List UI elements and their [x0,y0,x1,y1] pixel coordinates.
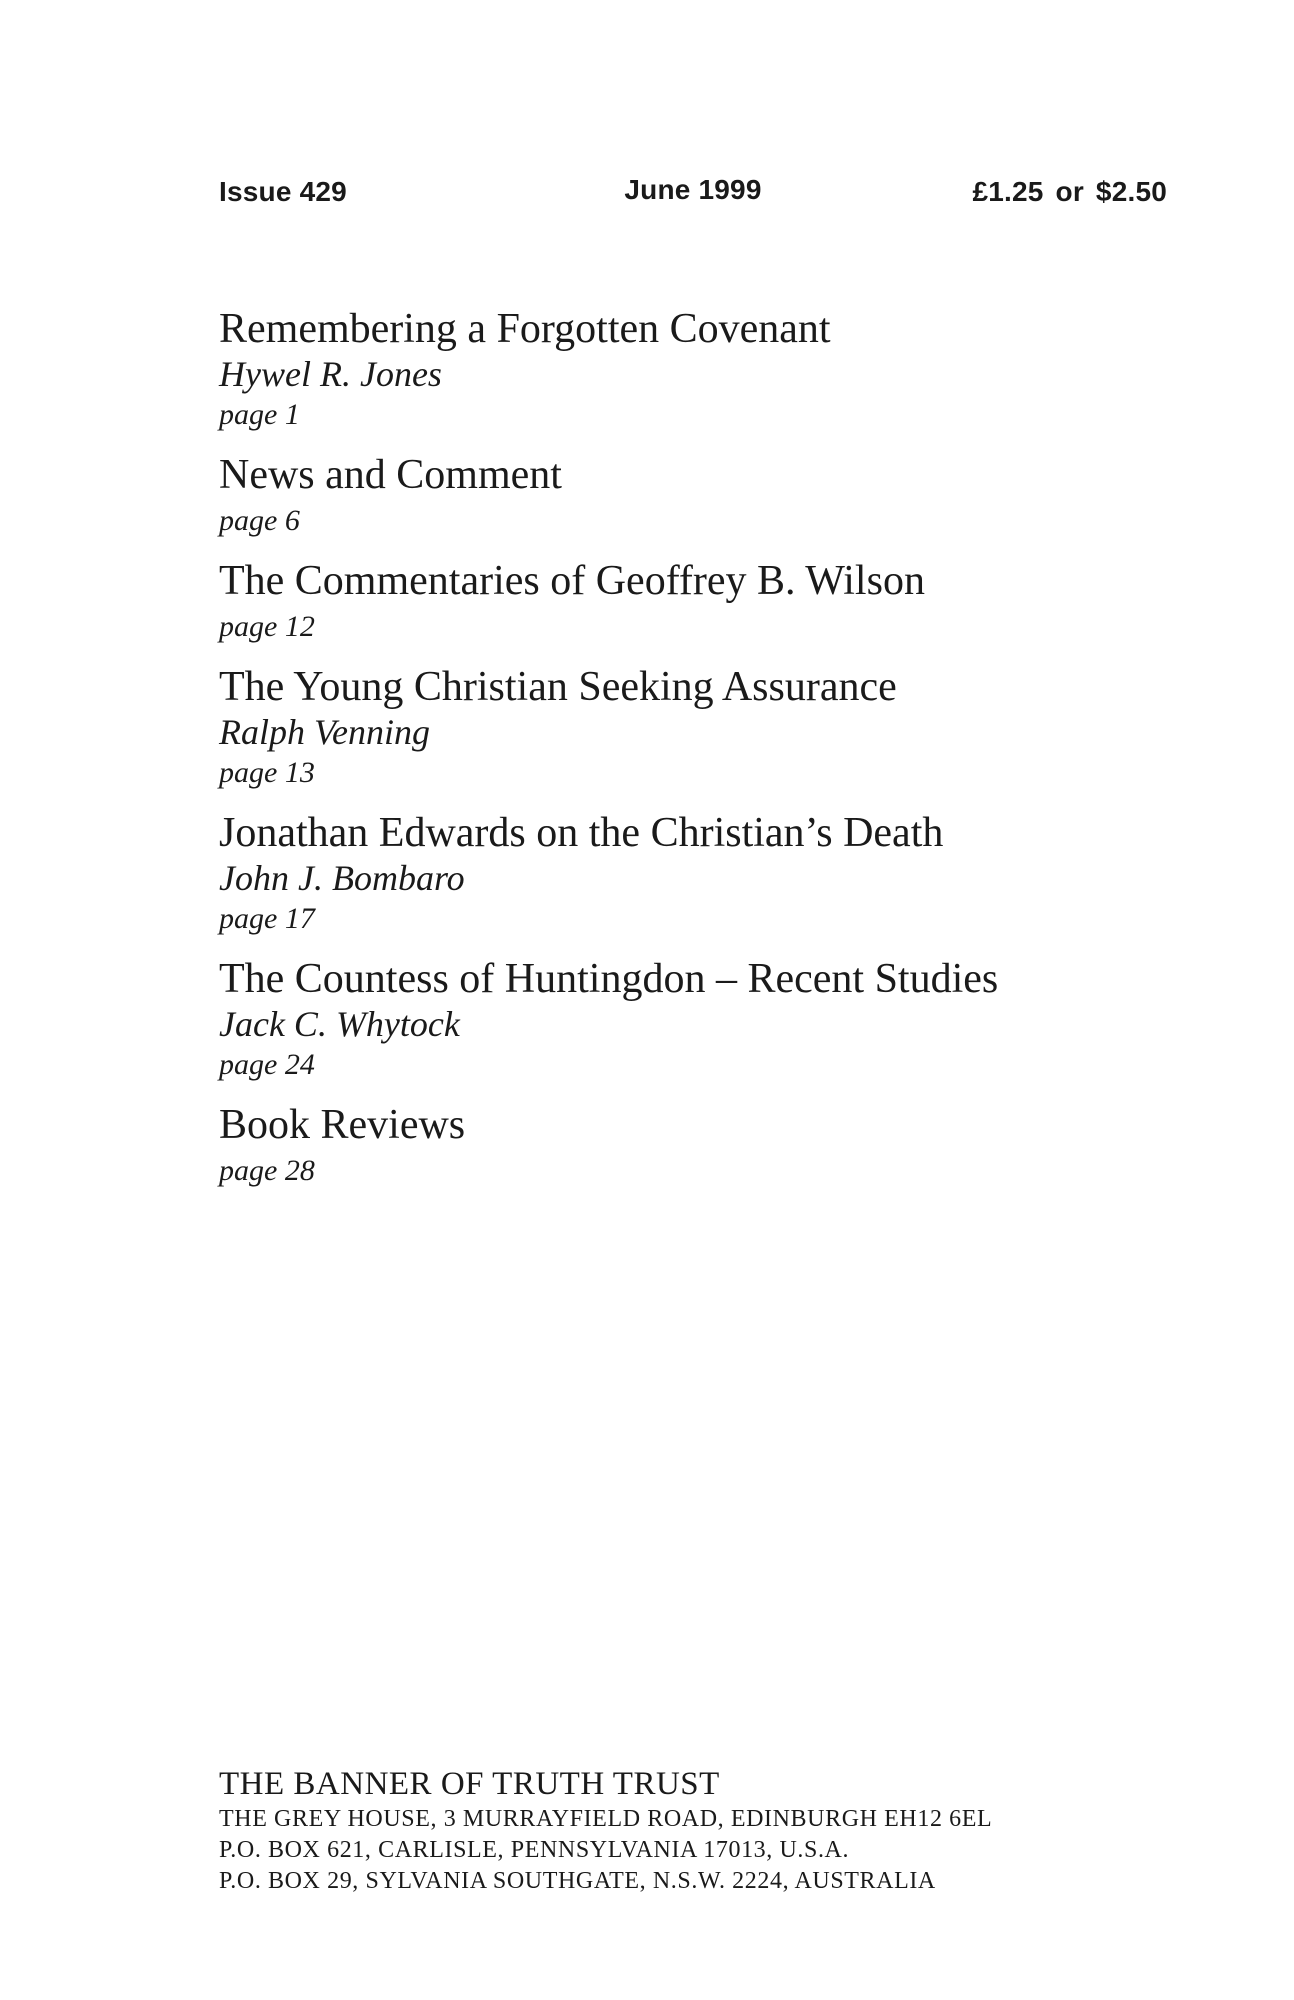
entry-author: Ralph Venning [219,712,430,752]
price-or: or [1055,176,1084,207]
entry-title: News and Comment [219,452,562,498]
entry-title: The Young Christian Seeking Assurance [219,664,897,710]
contents-entry[interactable] [219,450,1219,542]
entry-author: Hywel R. Jones [219,354,442,394]
issue-date: June 1999 [624,174,762,205]
contents-entry[interactable] [219,556,1219,648]
table-of-contents [219,304,1219,1192]
publisher-address-line: P.O. BOX 29, SYLVANIA SOUTHGATE, N.S.W. 2224, AUSTRALIA [219,1868,936,1894]
entry-page: page 13 [219,756,315,789]
contents-entry[interactable] [219,808,1219,940]
entry-title: Jonathan Edwards on the Christian’s Death [219,810,944,856]
publisher-name: THE BANNER OF TRUTH TRUST [219,1766,720,1802]
entry-page: page 28 [219,1154,315,1187]
publisher-block [219,1764,1219,1897]
entry-author: Jack C. Whytock [219,1004,460,1044]
entry-page: page 6 [219,504,300,537]
entry-page: page 12 [219,610,315,643]
issue-header [219,176,1167,216]
issue-price [972,176,1167,208]
publisher-address-line: P.O. BOX 621, CARLISLE, PENNSYLVANIA 17013, U.S.A. [219,1837,850,1863]
price-gbp: £1.25 [972,176,1044,207]
publisher-address-line: THE GREY HOUSE, 3 MURRAYFIELD ROAD, EDINBURGH EH12 6EL [219,1806,993,1832]
entry-page: page 24 [219,1048,315,1081]
contents-entry[interactable] [219,304,1219,436]
entry-page: page 17 [219,902,315,935]
entry-title: The Countess of Huntingdon – Recent Studies [219,956,999,1002]
entry-title: Remembering a Forgotten Covenant [219,306,831,352]
entry-page: page 1 [219,398,300,431]
entry-title: The Commentaries of Geoffrey B. Wilson [219,558,925,604]
price-usd: $2.50 [1095,176,1167,207]
contents-entry[interactable] [219,1100,1219,1192]
issue-number: Issue 429 [219,176,347,207]
contents-entry[interactable] [219,954,1219,1086]
entry-title: Book Reviews [219,1102,466,1148]
entry-author: John J. Bombaro [219,858,465,898]
contents-entry[interactable] [219,662,1219,794]
